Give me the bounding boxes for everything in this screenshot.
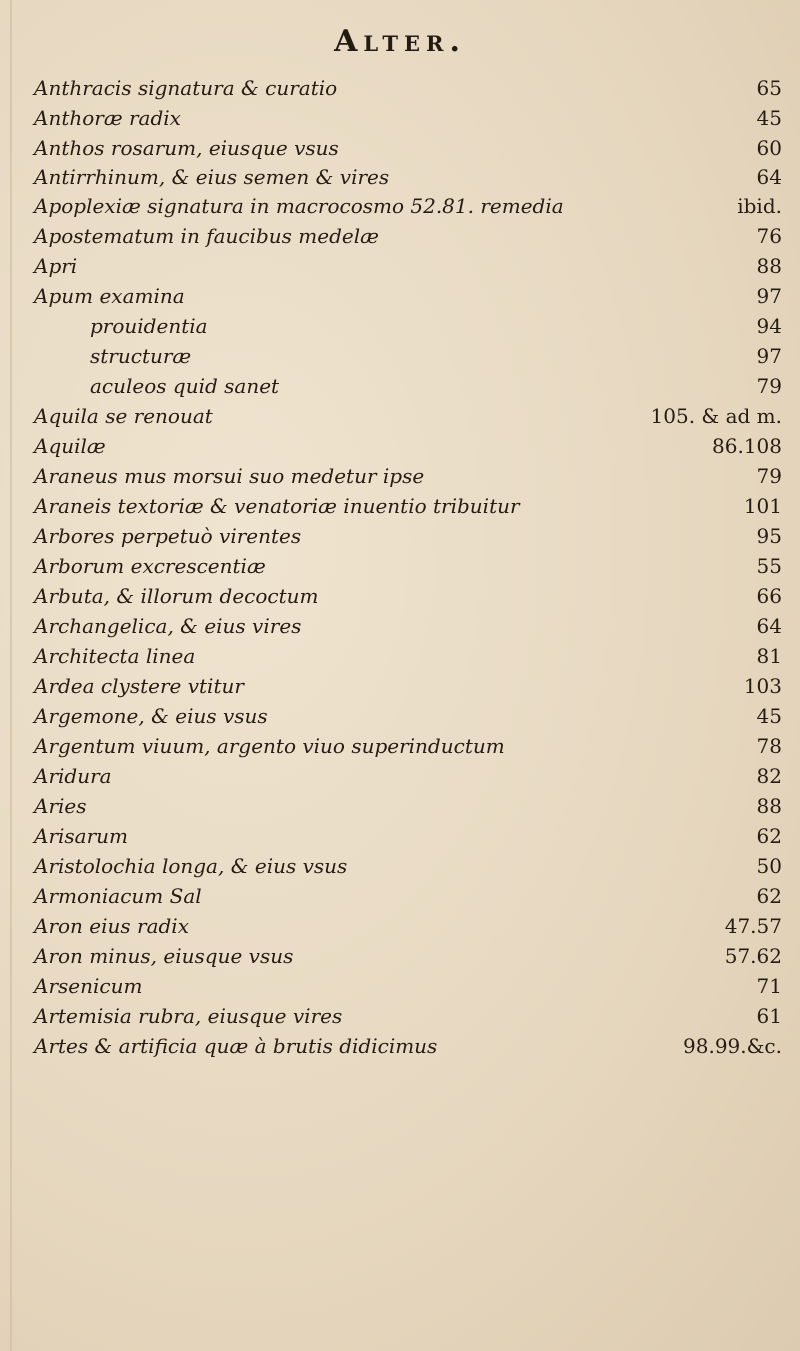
index-term: Araneus mus morsui suo medetur ipse xyxy=(34,464,425,488)
index-entry-sub xyxy=(0,374,800,400)
index-term: Antirrhinum, & eius semen & vires xyxy=(34,165,390,189)
page-ref: 47.57 xyxy=(724,914,782,938)
page-ref: 103 xyxy=(743,674,782,698)
index-entry xyxy=(0,944,800,970)
page-ref: 79 xyxy=(756,464,782,488)
index-term: Aristolochia longa, & eius vsus xyxy=(34,854,348,878)
page-ref: 94 xyxy=(756,314,782,338)
index-entry xyxy=(0,1034,800,1060)
page-ref: 65 xyxy=(756,76,782,100)
page-ref: 64 xyxy=(756,165,782,189)
index-entry xyxy=(0,764,800,790)
index-entry xyxy=(0,614,800,640)
page-ref: 101 xyxy=(743,494,782,518)
index-entry xyxy=(0,434,800,460)
index-entry xyxy=(0,854,800,880)
page-heading: Alter. xyxy=(334,24,466,59)
page-ref: 71 xyxy=(756,974,782,998)
index-term: Araneis textoriæ & venatoriæ inuentio tribuitur xyxy=(34,494,520,518)
index-entry xyxy=(0,464,800,490)
page-ref: 64 xyxy=(756,614,782,638)
page-ref: 105. & ad m. xyxy=(650,404,782,428)
index-entry xyxy=(0,914,800,940)
index-term: Anthracis signatura & curatio xyxy=(34,76,338,100)
page-ref: 50 xyxy=(756,854,782,878)
index-term: Architecta linea xyxy=(34,644,196,668)
index-term: Armoniacum Sal xyxy=(34,884,202,908)
index-term: Aron minus, eiusque vsus xyxy=(34,944,294,968)
index-entry xyxy=(0,794,800,820)
index-entry xyxy=(0,554,800,580)
index-entry xyxy=(0,404,800,430)
page-ref: 78 xyxy=(756,734,782,758)
index-term: Arborum excrescentiæ xyxy=(34,554,266,578)
index-term: Aries xyxy=(34,794,87,818)
index-entry xyxy=(0,106,800,132)
index-term: Arbores perpetuò virentes xyxy=(34,524,302,548)
index-entry xyxy=(0,824,800,850)
index-entry xyxy=(0,165,800,191)
index-term: Arisarum xyxy=(34,824,128,848)
index-entry xyxy=(0,194,800,220)
page-ref: 66 xyxy=(756,584,782,608)
index-term: Aridura xyxy=(34,764,112,788)
index-term: Ardea clystere vtitur xyxy=(34,674,244,698)
index-term: Anthoræ radix xyxy=(34,106,181,130)
page-ref: 82 xyxy=(756,764,782,788)
page-ref: ibid. xyxy=(737,194,782,218)
page-ref: 61 xyxy=(756,1004,782,1028)
page-ref: 79 xyxy=(756,374,782,398)
page-ref: 57.62 xyxy=(724,944,782,968)
page-ref: 62 xyxy=(756,824,782,848)
index-entry xyxy=(0,76,800,102)
page-ref: 76 xyxy=(756,224,782,248)
page-ref: 60 xyxy=(756,136,782,160)
index-term: structuræ xyxy=(90,344,192,368)
index-term: Aquilæ xyxy=(34,434,106,458)
index-entry xyxy=(0,136,800,162)
index-entry xyxy=(0,254,800,280)
index-term: Archangelica, & eius vires xyxy=(34,614,302,638)
index-entry xyxy=(0,674,800,700)
page-ref: 45 xyxy=(756,704,782,728)
index-entry xyxy=(0,584,800,610)
index-entry xyxy=(0,704,800,730)
page-ref: 81 xyxy=(756,644,782,668)
page-ref: 45 xyxy=(756,106,782,130)
page-ref: 55 xyxy=(756,554,782,578)
index-term: Argentum viuum, argento viuo superinductum xyxy=(34,734,505,758)
page-ref: 98.99.&c. xyxy=(683,1034,782,1058)
index-term: Apri xyxy=(34,254,78,278)
index-entry xyxy=(0,1004,800,1030)
page-ref: 86.108 xyxy=(712,434,782,458)
index-term: Apum examina xyxy=(34,284,185,308)
index-entry xyxy=(0,884,800,910)
index-term: Arbuta, & illorum decoctum xyxy=(34,584,319,608)
index-entry xyxy=(0,284,800,310)
index-term: Artemisia rubra, eiusque vires xyxy=(34,1004,343,1028)
page-ref: 88 xyxy=(756,254,782,278)
page-ref: 97 xyxy=(756,284,782,308)
index-entry xyxy=(0,974,800,1000)
index-entry-sub xyxy=(0,344,800,370)
index-term: Anthos rosarum, eiusque vsus xyxy=(34,136,339,160)
index-term: Apostematum in faucibus medelæ xyxy=(34,224,379,248)
index-term: Artes & artificia quæ à brutis didicimus xyxy=(34,1034,438,1058)
page-ref: 88 xyxy=(756,794,782,818)
index-entry xyxy=(0,224,800,250)
index-entry xyxy=(0,494,800,520)
index-term: Aquila se renouat xyxy=(34,404,213,428)
index-term: Arsenicum xyxy=(34,974,143,998)
page-ref: 62 xyxy=(756,884,782,908)
index-entry-sub xyxy=(0,314,800,340)
index-entry xyxy=(0,644,800,670)
index-term: aculeos quid sanet xyxy=(90,374,280,398)
index-term: prouidentia xyxy=(90,314,208,338)
page-ref: 95 xyxy=(756,524,782,548)
index-entry xyxy=(0,734,800,760)
index-term: Aron eius radix xyxy=(34,914,189,938)
index-term: Apoplexiæ signatura in macrocosmo 52.81. remedia xyxy=(34,194,564,218)
index-term: Argemone, & eius vsus xyxy=(34,704,268,728)
index-entry xyxy=(0,524,800,550)
page-ref: 97 xyxy=(756,344,782,368)
